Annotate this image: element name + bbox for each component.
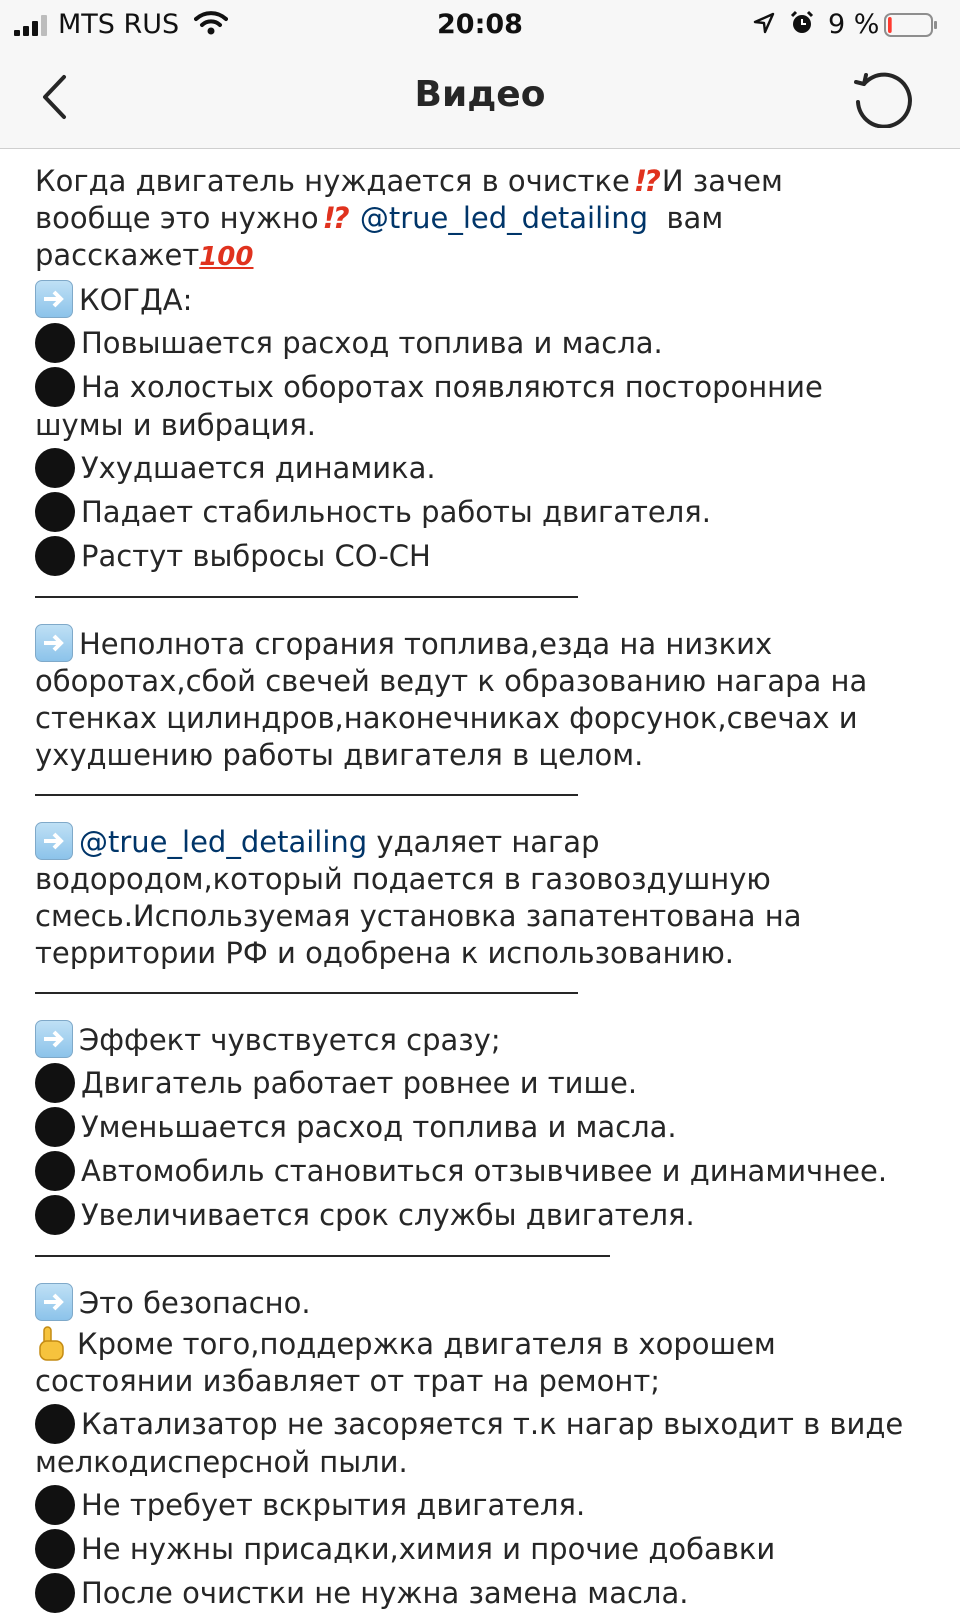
right-arrow-icon <box>35 1020 73 1058</box>
list-item-continued: состоянии избавляет от трат на ремонт; <box>35 1364 661 1398</box>
list-item <box>35 1485 935 1525</box>
list-item <box>35 1573 935 1613</box>
header-text: КОГДА: <box>79 283 193 317</box>
list-item <box>35 323 935 363</box>
method-line: территории РФ и одобрена к использованию. <box>35 936 735 970</box>
exclamation-question-icon: !? <box>322 201 347 235</box>
cause-line: стенках цилиндров,наконечниках форсунок,свечах и <box>35 701 858 735</box>
reload-icon[interactable] <box>850 68 914 128</box>
item-text: Двигатель работает ровнее и тише. <box>81 1066 638 1100</box>
list-item <box>35 1063 935 1103</box>
hundred-points-icon: 100 <box>199 242 254 272</box>
intro-line <box>35 237 935 276</box>
mention-link[interactable]: @true_led_detailing <box>79 825 368 859</box>
item-text: Уменьшается расход топлива и масла. <box>81 1110 677 1144</box>
right-arrow-icon <box>35 624 73 662</box>
black-circle-icon <box>35 1151 75 1191</box>
item-text: Повышается расход топлива и масла. <box>81 326 663 360</box>
list-item-continued: мелкодисперсной пыли. <box>35 1445 408 1479</box>
carrier-name: MTS RUS <box>58 9 180 40</box>
item-text: После очистки не нужна замена масла. <box>81 1576 689 1610</box>
header-text: Эффект чувствуется сразу; <box>79 1023 501 1057</box>
list-item <box>35 1195 935 1235</box>
section-header <box>35 1283 935 1322</box>
list-item <box>35 367 935 407</box>
list-item <box>35 1151 935 1191</box>
black-circle-icon <box>35 323 75 363</box>
pointing-hand-icon <box>35 1326 67 1362</box>
location-arrow-icon <box>752 11 776 35</box>
method-line: смесь.Используемая установка запатентована на <box>35 899 802 933</box>
cause-line: оборотах,сбой свечей ведут к образованию нагара на <box>35 664 868 698</box>
method-text: удаляет нагар <box>376 825 600 859</box>
divider <box>35 596 578 598</box>
list-item <box>35 1326 935 1363</box>
exclamation-question-icon: !? <box>633 164 658 198</box>
black-circle-icon <box>35 1573 75 1613</box>
intro-line <box>35 200 935 237</box>
right-arrow-icon <box>35 822 73 860</box>
item-text: На холостых оборотах появляются посторонние <box>81 370 823 404</box>
intro-text: вообще это нужно <box>35 201 319 235</box>
intro-text: И зачем <box>661 164 783 198</box>
black-circle-icon <box>35 1195 75 1235</box>
list-item <box>35 1529 935 1569</box>
section-header <box>35 822 935 861</box>
list-item <box>35 492 935 532</box>
divider <box>35 794 578 796</box>
item-text: Катализатор не засоряется т.к нагар выходит в виде <box>81 1407 904 1441</box>
black-circle-icon <box>35 492 75 532</box>
post-caption <box>35 163 935 1613</box>
page-title: Видео <box>414 74 546 115</box>
intro-line <box>35 163 935 200</box>
clock-time: 20:08 <box>437 9 523 40</box>
black-circle-icon <box>35 1485 75 1525</box>
section-header <box>35 1020 935 1059</box>
status-bar <box>0 0 960 50</box>
list-item <box>35 448 935 488</box>
item-text: Кроме того,поддержка двигателя в хорошем <box>77 1327 776 1361</box>
alarm-clock-icon <box>789 10 815 36</box>
intro-text: расскажет <box>35 238 200 272</box>
item-text: Растут выбросы CO-CH <box>81 539 431 573</box>
item-text: Увеличивается срок службы двигателя. <box>81 1198 695 1232</box>
black-circle-icon <box>35 1107 75 1147</box>
list-item <box>35 1107 935 1147</box>
battery-icon <box>884 13 938 37</box>
black-circle-icon <box>35 448 75 488</box>
item-text: Автомобиль становиться отзывчивее и динамичнее. <box>81 1154 888 1188</box>
black-circle-icon <box>35 536 75 576</box>
divider <box>35 992 578 994</box>
list-item <box>35 536 935 576</box>
black-circle-icon <box>35 1063 75 1103</box>
black-circle-icon <box>35 1529 75 1569</box>
intro-text: вам <box>666 201 724 235</box>
right-arrow-icon <box>35 280 73 318</box>
list-item-continued: шумы и вибрация. <box>35 408 317 442</box>
divider <box>35 1255 610 1257</box>
intro-text: Когда двигатель нуждается в очистке <box>35 164 630 198</box>
item-text: Ухудшается динамика. <box>81 451 436 485</box>
black-circle-icon <box>35 367 75 407</box>
item-text: Не требует вскрытия двигателя. <box>81 1488 586 1522</box>
black-circle-icon <box>35 1404 75 1444</box>
cause-line: ухудшению работы двигателя в целом. <box>35 738 644 772</box>
right-arrow-icon <box>35 1283 73 1321</box>
battery-percent: 9 % <box>828 9 880 40</box>
list-item <box>35 1404 935 1444</box>
section-header <box>35 280 935 319</box>
header-text: Это безопасно. <box>79 1286 311 1320</box>
section-header <box>35 624 935 663</box>
item-text: Не нужны присадки,химия и прочие добавки <box>81 1532 776 1566</box>
mention-link[interactable]: @true_led_detailing <box>359 201 649 235</box>
item-text: Падает стабильность работы двигателя. <box>81 495 711 529</box>
navigation-bar <box>0 50 960 149</box>
cause-text: Неполнота сгорания топлива,езда на низких <box>79 627 773 661</box>
method-line: водородом,который подается в газовоздушную <box>35 862 771 896</box>
